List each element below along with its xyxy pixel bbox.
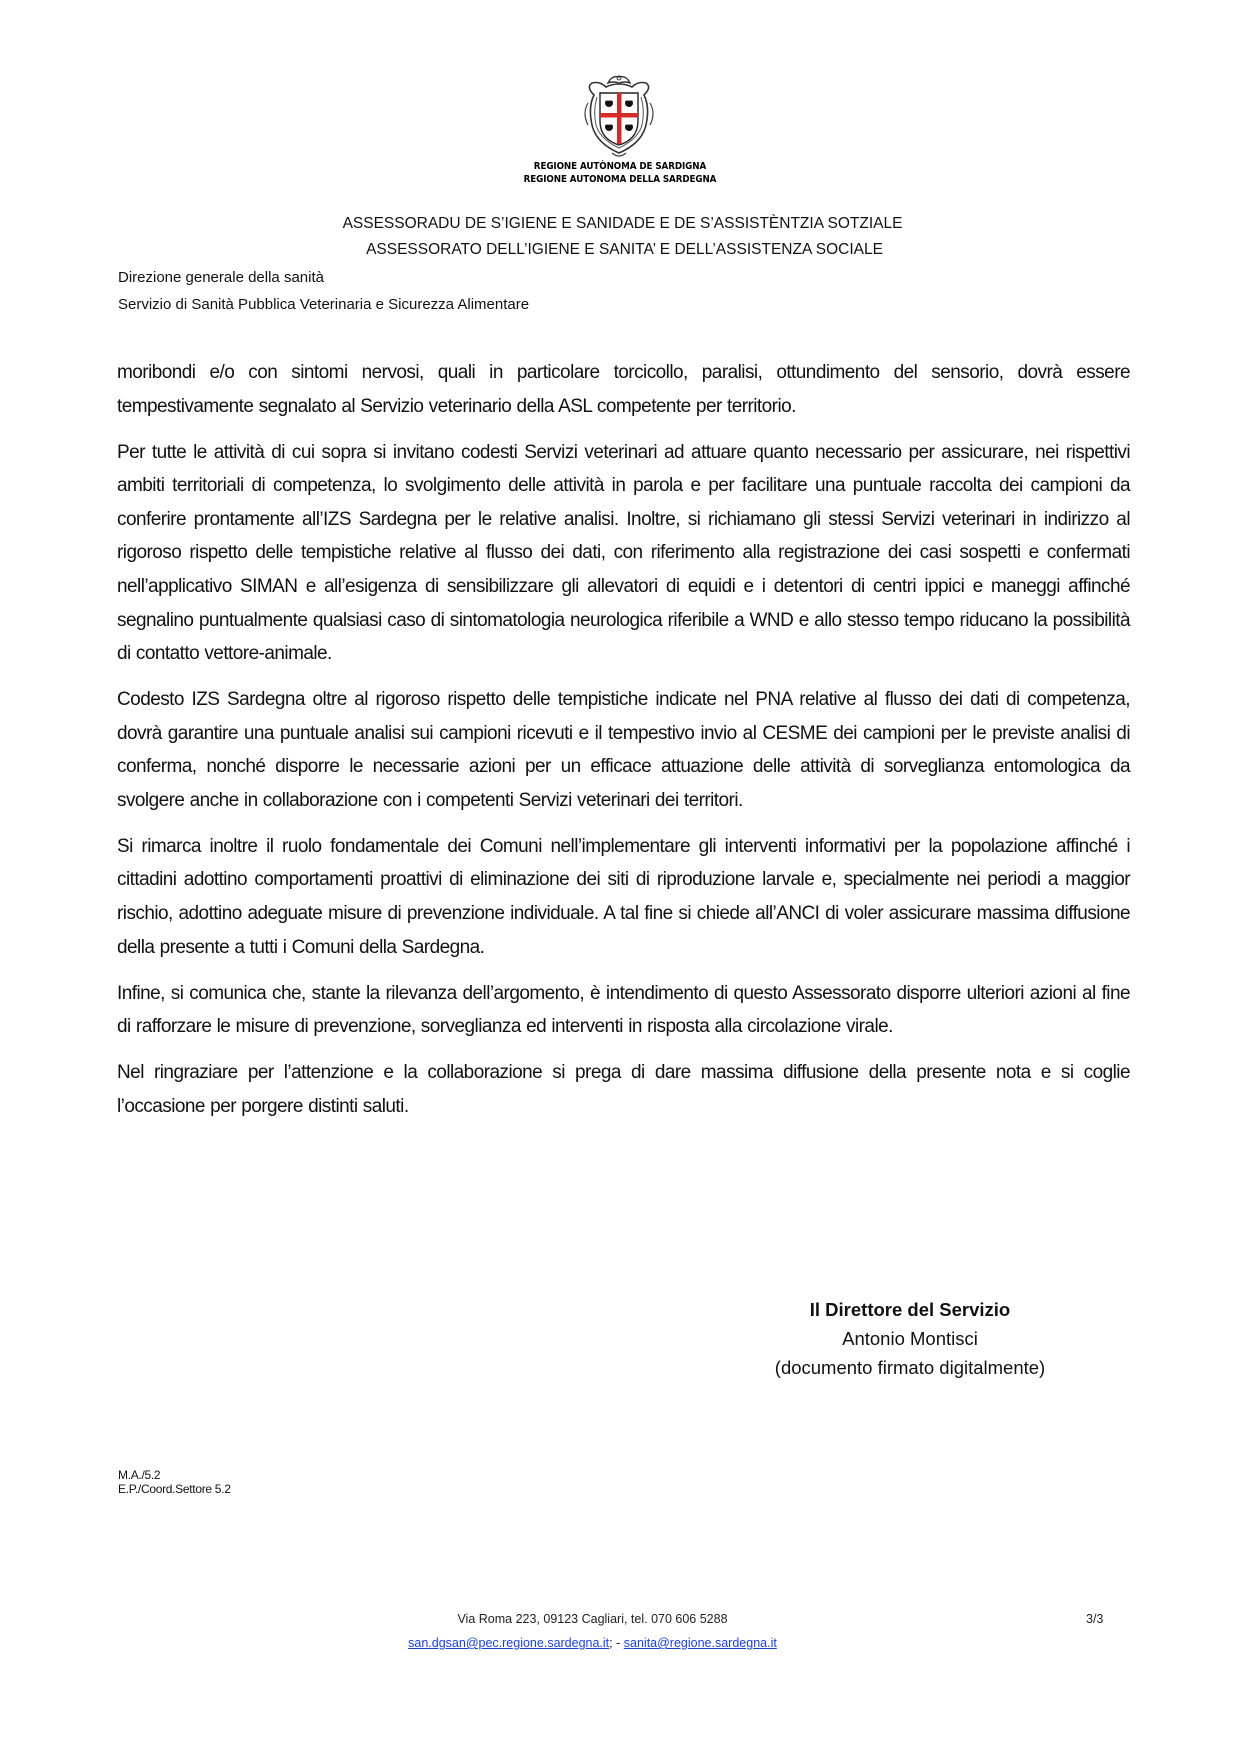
reference-codes bbox=[118, 1469, 231, 1496]
assessorato-sardinian: ASSESSORADU DE S’IGIENE E SANIDADE E DE S’ASSISTÈNTZIA SOTZIALE bbox=[342, 215, 903, 232]
assessorato-italian: ASSESSORATO DELL’IGIENE E SANITA’ E DELL’ASSISTENZA SOCIALE bbox=[366, 241, 883, 258]
body-paragraph: Nel ringraziare per l’attenzione e la collaborazione si prega di dare massima diffusione della presente nota e si coglie l’occasione per porgere distinti saluti. bbox=[117, 1062, 1130, 1117]
region-name-italian: REGIONE AUTONOMA DELLA SARDEGNA bbox=[523, 174, 717, 185]
signature-block bbox=[730, 1295, 1090, 1382]
body-paragraph: Infine, si comunica che, stante la rilevanza dell’argomento, è intendimento di questo Assessorato disporre ulteriori azioni al fine di rafforzare le misure di prevenzione, sorveglianza ed interventi in risposta alla circolazione virale. bbox=[117, 982, 1130, 1038]
page-number: 3/3 bbox=[1086, 1612, 1104, 1626]
region-name-block bbox=[440, 160, 800, 186]
footer-emails bbox=[300, 1636, 885, 1650]
body-paragraph: Si rimarca inoltre il ruolo fondamentale dei Comuni nell’implementare gli interventi informativi per la popolazione affinché i cittadini adottino comportamenti proattivi di eliminazione dei siti di riproduzione larvale e, specialmente nei periodi a maggior rischio, adottino adeguate misure di prevenzione individuale. A tal fine si chiede all’ANCI di voler assicurare massima diffusione della presente a tutti i Comuni della Sardegna. bbox=[117, 835, 1130, 958]
signatory-name: Antonio Montisci bbox=[842, 1328, 978, 1349]
directorate-label: Direzione generale della sanità bbox=[118, 269, 324, 286]
reference-code-1: M.A./5.2 bbox=[118, 1468, 161, 1482]
reference-code-2: E.P./Coord.Settore 5.2 bbox=[118, 1481, 231, 1496]
footer-address: Via Roma 223, 09123 Cagliari, tel. 070 606 5288 bbox=[457, 1612, 728, 1626]
pec-email-link[interactable]: san.dgsan@pec.regione.sardegna.it bbox=[408, 1636, 610, 1650]
service-label: Servizio di Sanità Pubblica Veterinaria e Sicurezza Alimentare bbox=[118, 296, 530, 313]
body-paragraph: moribondi e/o con sintomi nervosi, quali in particolare torcicollo, paralisi, ottundimento del sensorio, dovrà essere tempestivamente segnalato al Servizio veterinario della ASL competente per territorio. bbox=[117, 362, 1130, 417]
region-name-sardinian: REGIONE AUTÒNOMA DE SARDIGNA bbox=[533, 161, 707, 172]
signatory-title: Il Direttore del Servizio bbox=[809, 1299, 1011, 1320]
coat-of-arms-sardinia-icon bbox=[578, 73, 660, 159]
body-paragraph: Codesto IZS Sardegna oltre al rigoroso rispetto delle tempistiche indicate nel PNA relative al flusso dei dati di competenza, dovrà garantire una puntuale analisi sui campioni ricevuti e il tempestivo invio al CESME dei campioni per le previste analisi di conferma, nonché disporre le necessarie azioni per un efficace attuazione delle attività di sorveglianza entomologica da svolgere anche in collaborazione con i competenti Servizi veterinari dei territori. bbox=[117, 689, 1130, 811]
digital-signature-note: (documento firmato digitalmente) bbox=[774, 1357, 1046, 1378]
email-separator: ; - bbox=[609, 1636, 624, 1650]
email-link[interactable]: sanita@regione.sardegna.it bbox=[623, 1636, 777, 1650]
body-paragraph: Per tutte le attività di cui sopra si invitano codesti Servizi veterinari ad attuare quanto necessario per assicurare, nei rispettivi ambiti territoriali di competenza, lo svolgimento delle attività in parola e per facilitare una puntuale raccolta dei campioni da conferire prontamente all’IZS Sardegna per le relative analisi. Inoltre, si richiamano gli stessi Servizi veterinari in indirizzo al rigoroso rispetto delle tempistiche relative al flusso dei dati, con riferimento alla registrazione dei casi sospetti e confermati nell’applicativo SIMAN e all’esigenza di sensibilizzare gli allevatori di equidi e i detentori di centri ippici e maneggi affinché segnalino puntualmente qualsiasi caso di sintomatologia neurologica riferibile a WND e allo stesso tempo riducano la possibilità di contatto vettore-animale. bbox=[117, 441, 1130, 665]
letter-body bbox=[117, 356, 1130, 1136]
